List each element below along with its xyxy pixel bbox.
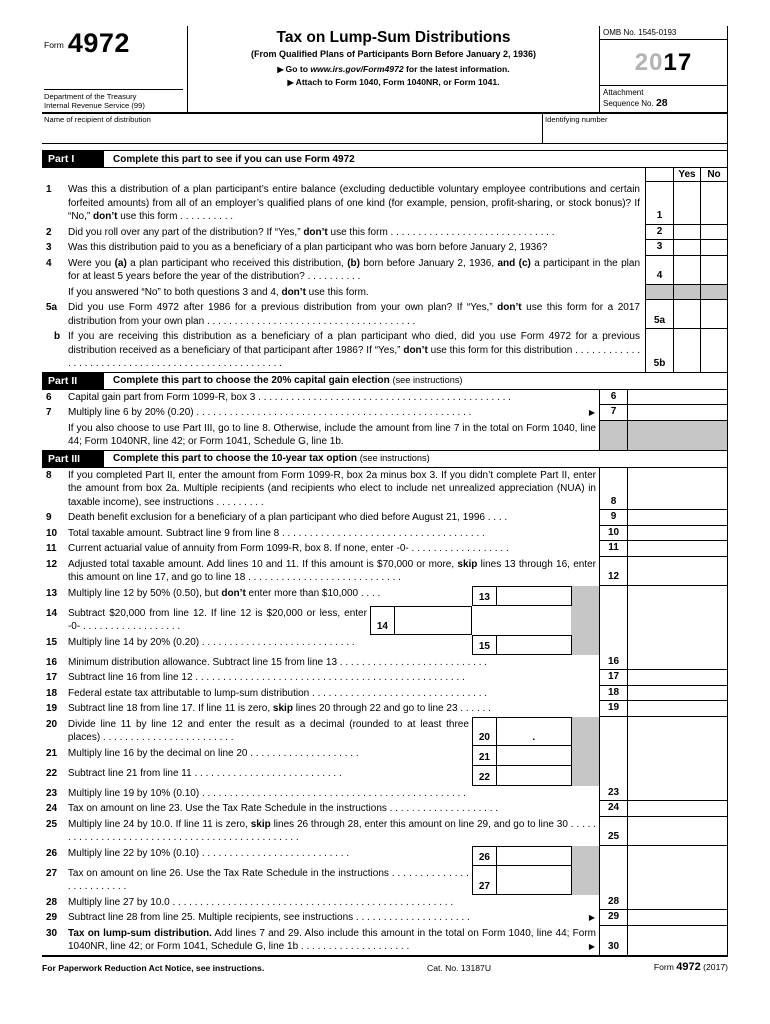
inner-amount-cell[interactable] [496, 586, 572, 606]
form-title-block [188, 26, 599, 112]
form-line-row [42, 390, 727, 406]
form-4972-body [42, 26, 728, 957]
line-text: Tax on amount on line 26. Use the Tax Rate Schedule in the instructions . . . . . . . . . . . . . . . . . . . . . . . . . [67, 867, 469, 892]
form-line-row [42, 817, 727, 846]
catalog-number: Cat. No. 13187U [427, 962, 492, 973]
shaded-area [572, 746, 600, 766]
line-number: 3 [46, 242, 52, 253]
no-cell[interactable] [700, 182, 727, 225]
line-text: Multiply line 27 by 10.0 . . . . . . . . . . . . . . . . . . . . . . . . . . . . . . . . . . . . . . . . . . . . . . . . . . . [68, 896, 454, 908]
form-line-row [42, 526, 727, 542]
form-number: 4972 [67, 28, 130, 58]
amount-cell[interactable] [627, 786, 727, 802]
line-text: Minimum distribution allowance. Subtract line 15 from line 13 . . . . . . . . . . . . . . . . . . . . . . . . . . . [68, 656, 488, 668]
form-number-block [42, 26, 188, 112]
line-number: 15 [46, 636, 58, 648]
line-number: 21 [46, 747, 58, 759]
line-number [42, 421, 68, 450]
question-text: If you answered “No” to both questions 3 and 4, don’t use this form. [68, 286, 369, 298]
form-line-row [42, 606, 727, 635]
footer-form-id [654, 961, 728, 973]
line-ref-header [645, 168, 673, 182]
question-text: Was this distribution paid to you as a beneficiary of a plan participant who was born before January 2, 1936? [68, 242, 548, 253]
line-text: If you also choose to use Part III, go to line 8. Otherwise, include the amount from line 7 in the total on Form 1040, line 44; Form 1040NR, line 42; or Form 1041, Schedule G, line 1b. [68, 422, 596, 447]
form-line-row [42, 541, 727, 557]
part2-title [104, 373, 462, 389]
part1-question-row [42, 240, 727, 256]
amount-cell[interactable] [627, 817, 727, 846]
part3-title-text: Complete this part to choose the 10-year tax option [113, 453, 357, 464]
amount-cell[interactable] [627, 926, 727, 955]
line-number: 10 [46, 527, 58, 539]
amount-cell [627, 586, 727, 606]
part1-question-row [42, 256, 727, 285]
no-column-header: No [700, 168, 727, 182]
goto-instruction-line [194, 64, 593, 74]
shaded-area [572, 866, 600, 895]
line-number: 12 [46, 558, 58, 570]
main-line-ref: 8 [599, 468, 627, 511]
form-title: Tax on Lump-Sum Distributions [276, 29, 511, 46]
line-text: Subtract line 28 from line 25. Multiple recipients, see instructions . . . . . . . . . . . . . . . . . . . . . ▶ [68, 912, 595, 923]
amount-cell[interactable] [627, 895, 727, 911]
line-ref [645, 285, 673, 301]
line-text: Multiply line 24 by 10.0. If line 11 is zero, skip lines 26 through 28, enter this amount on line 29, and go to line 30 . . . . . . . . . . . . . . . . . . . . . . . . . . . . . . . . . . . . . . . . . . . . . . . [68, 818, 596, 843]
line-number: 24 [46, 803, 58, 814]
amount-cell[interactable] [627, 670, 727, 686]
identity-row [42, 114, 727, 144]
amount-cell[interactable] [627, 405, 727, 421]
amount-cell[interactable] [627, 468, 727, 511]
part1-question-row [42, 329, 727, 372]
line-number: 14 [46, 607, 58, 619]
line-text: If you completed Part II, enter the amount from Form 1099-R, box 2a minus box 3. If you didn’t complete Part II, enter the amount from box 2a. Multiple recipients (and recipients who elect to include net unrealized appreciation (NUA) in taxable income), see instructions . . . . . . . . . [68, 469, 596, 508]
amount-cell[interactable] [627, 541, 727, 557]
footer-form-year: (2017) [700, 961, 728, 972]
shaded-area [572, 766, 600, 786]
line-number: 16 [46, 656, 58, 668]
yes-column-header: Yes [673, 168, 700, 182]
line-ref: 5a [645, 300, 673, 329]
form-line-row [42, 786, 727, 802]
line-number: 6 [46, 391, 52, 403]
line-number: 4 [46, 257, 52, 269]
inner-amount-cell[interactable]: . [496, 717, 572, 746]
main-line-ref [599, 717, 627, 746]
line-number: 9 [46, 512, 52, 523]
form-line-row [42, 766, 727, 786]
no-cell[interactable] [700, 329, 727, 372]
arrow-icon: ▶ [588, 913, 595, 922]
main-line-ref: 25 [599, 817, 627, 846]
form-line-row [42, 655, 727, 671]
identifying-number-field[interactable] [542, 114, 727, 143]
main-line-ref: 6 [599, 390, 627, 406]
arrow-icon: ▶ [588, 408, 595, 417]
main-line-ref [599, 635, 627, 655]
line-text: Death benefit exclusion for a beneficiary of a plan participant who died before August 21, 1996 . . . . [68, 512, 508, 523]
main-line-ref: 9 [599, 510, 627, 526]
inner-line-ref: 14 [370, 606, 394, 635]
amount-cell[interactable] [627, 701, 727, 717]
no-cell[interactable] [700, 240, 727, 256]
omb-number: OMB No. 1545-0193 [600, 26, 727, 40]
line-text: Multiply line 22 by 10% (0.10) . . . . . . . . . . . . . . . . . . . . . . . . . . . [67, 847, 350, 859]
line-ref: 4 [645, 256, 673, 285]
footer-form-number: 4972 [676, 960, 701, 973]
amount-cell [627, 766, 727, 786]
part1-title-text: Complete this part to see if you can use Form 4972 [113, 153, 355, 165]
form-line-row [42, 746, 727, 766]
amount-cell [627, 421, 727, 450]
main-line-ref [599, 746, 627, 766]
shaded-area [571, 606, 599, 635]
line-text: Total taxable amount. Subtract line 9 from line 8 . . . . . . . . . . . . . . . . . . . . . . . . . . . . . . . . . . . . . [68, 527, 485, 539]
amount-cell[interactable] [627, 910, 727, 926]
shaded-area [572, 846, 600, 866]
amount-cell[interactable] [627, 655, 727, 671]
part2-label: Part II [42, 373, 104, 389]
line-text: Adjusted total taxable amount. Add lines 10 and 11. If this amount is $70,000 or more, skip lines 13 through 16, enter this amount on line 17, and go to line 18 . . . . . . . . . . . . . . . . . . . . . . . . . . . . [68, 558, 596, 583]
tax-year [600, 40, 727, 86]
form-line-row [42, 801, 727, 817]
recipient-name-field[interactable] [42, 114, 542, 143]
line-number: 30 [46, 927, 58, 939]
line-number: 19 [46, 703, 58, 714]
omb-block [599, 26, 727, 112]
line-text: Subtract line 21 from line 11 . . . . . . . . . . . . . . . . . . . . . . . . . . . [67, 767, 342, 779]
part2-header-bar [42, 372, 727, 390]
line-number [42, 168, 68, 182]
line-number: 17 [46, 672, 58, 683]
part3-label: Part III [42, 451, 104, 467]
inner-line-ref: 20 [472, 717, 496, 746]
line-number: 2 [46, 226, 52, 238]
identifying-number-label: Identifying number [545, 115, 608, 124]
amount-cell[interactable] [627, 526, 727, 542]
line-number: b [54, 331, 61, 342]
main-line-ref [599, 766, 627, 786]
line-number: 28 [46, 896, 58, 908]
line-number: 29 [46, 912, 58, 923]
line-text: Federal estate tax attributable to lump-sum distribution . . . . . . . . . . . . . . . . . . . . . . . . . . . . . . . . [68, 687, 488, 699]
inner-line-ref: 15 [472, 635, 496, 655]
amount-cell [627, 866, 727, 895]
line-number: 7 [46, 407, 52, 418]
year-suffix: 17 [663, 48, 693, 76]
spacer [68, 168, 645, 182]
shaded-area [572, 717, 600, 746]
attach-instruction-line [194, 77, 593, 87]
shaded-area [572, 586, 600, 606]
main-line-ref: 11 [599, 541, 627, 557]
question-text: Did you roll over any part of the distribution? If “Yes,” don’t use this form . . . . . . . . . . . . . . . . . . . . . . . . . . . . . . [68, 226, 555, 238]
main-line-ref: 24 [599, 801, 627, 817]
inner-amount-cell[interactable] [496, 846, 572, 866]
sequence-label: Sequence No. [603, 99, 656, 108]
agency-line-1: Department of the Treasury [44, 92, 137, 101]
no-cell [700, 285, 727, 301]
part2-title-text: Complete this part to choose the 20% capital gain election [113, 375, 390, 386]
line-text: Multiply line 19 by 10% (0.10) . . . . . . . . . . . . . . . . . . . . . . . . . . . . . . . . . . . . . . . . . . . . . . . . [68, 787, 466, 799]
main-line-ref: 28 [599, 895, 627, 911]
main-line-ref: 7 [599, 405, 627, 421]
form-line-row [42, 701, 727, 717]
no-cell[interactable] [700, 256, 727, 285]
amount-cell [627, 746, 727, 766]
main-line-ref [599, 586, 627, 606]
line-number: 13 [46, 587, 58, 599]
part2-title-note: (see instructions) [392, 375, 463, 385]
form-line-row [42, 670, 727, 686]
arrow-icon: ▶ [588, 942, 595, 951]
paperwork-notice: For Paperwork Reduction Act Notice, see instructions. [42, 962, 265, 973]
inner-amount-cell[interactable] [496, 635, 572, 655]
sequence-line [603, 98, 724, 109]
main-line-ref: 16 [599, 655, 627, 671]
amount-cell [627, 846, 727, 866]
agency-line-2: Internal Revenue Service (99) [44, 101, 145, 110]
shaded-area [572, 635, 600, 655]
main-line-ref: 18 [599, 686, 627, 702]
main-line-ref [599, 866, 627, 895]
main-line-ref: 19 [599, 701, 627, 717]
goto-post-text: for the latest information. [403, 64, 510, 74]
line-text: Capital gain part from Form 1099-R, box 3 . . . . . . . . . . . . . . . . . . . . . . . . . . . . . . . . . . . . . . . . . . . . . . [68, 391, 511, 403]
part1-title [104, 151, 355, 167]
line-number: 22 [46, 767, 58, 779]
line-number: 18 [46, 687, 58, 699]
form-line-row [42, 910, 727, 926]
line-number: 20 [46, 718, 58, 730]
line-text: Multiply line 6 by 20% (0.20) . . . . . . . . . . . . . . . . . . . . . . . . . . . . . . . . . . . . . . . . . . . . . . . . . . ▶ [68, 407, 595, 418]
footer-form-word: Form [653, 961, 677, 972]
question-text: Was this a distribution of a plan participant’s entire balance (excluding deductible voluntary employee contributions and certain forfeited amounts) from all of an employer’s qualified plans of one kind (for example, pension, profit-sharing, or stock bonus)? If “No,” don’t use this form . . . . . . . . . . [68, 184, 640, 222]
main-line-ref: 30 [599, 926, 627, 955]
yes-no-header-row [42, 168, 727, 182]
line-number: 25 [46, 818, 58, 830]
arrow-icon: ▶ [277, 65, 284, 74]
part1-question-row [42, 300, 727, 329]
amount-cell[interactable] [627, 510, 727, 526]
form-line-row [42, 557, 727, 586]
yes-cell [673, 285, 700, 301]
form-header [42, 26, 727, 114]
form-line-row [42, 926, 727, 955]
sequence-number: 28 [655, 97, 668, 109]
spacer [472, 606, 572, 635]
question-text: Were you (a) a plan participant who received this distribution, (b) born before January 2, 1936, and (c) a participant in the plan for at least 5 years before the year of the distribution? . . . . . . . . . . [68, 257, 641, 282]
part1-question-row [42, 285, 727, 301]
form-word-label: Form [44, 40, 64, 50]
form-line-row [42, 586, 727, 606]
line-text: Subtract line 18 from line 17. If line 11 is zero, skip lines 20 through 22 and go to line 23 . . . . . . [68, 703, 491, 714]
year-prefix: 20 [634, 48, 664, 76]
line-number: 11 [46, 543, 57, 554]
form-line-row [42, 846, 727, 866]
question-text: If you are receiving this distribution as a beneficiary of a plan participant who died, did you use Form 4972 for a previous distribution received as a beneficiary of that participant after 1986? If “Yes,” don’t use this form for this distribution . . . . . . . . . . . . . . . . . . . . . . . . . . . . . . . . . . . . . . . . . . . . . . . . . . . [68, 331, 641, 369]
form-footer [42, 957, 728, 973]
line-text: Multiply line 16 by the decimal on line 20 . . . . . . . . . . . . . . . . . . . . [67, 747, 359, 759]
attachment-sequence-block [600, 86, 727, 112]
part1-question-row [42, 225, 727, 241]
recipient-name-label: Name of recipient of distribution [44, 115, 151, 124]
form-line-row [42, 866, 727, 895]
line-ref: 5b [645, 329, 673, 372]
part3-title-note: (see instructions) [359, 453, 430, 463]
line-number: 5a [46, 302, 58, 313]
part1-question-row [42, 182, 727, 225]
inner-amount-cell[interactable] [496, 746, 572, 766]
inner-line-ref: 21 [472, 746, 496, 766]
line-ref: 2 [645, 225, 673, 241]
line-number: 23 [46, 787, 58, 799]
inner-line-ref: 26 [472, 846, 496, 866]
main-line-ref [599, 606, 627, 635]
amount-cell[interactable] [627, 686, 727, 702]
form-line-row [42, 635, 727, 655]
question-text: Did you use Form 4972 after 1986 for a previous distribution from your own plan? If “Yes,” don’t use this form for a 2017 distribution from your own plan . . . . . . . . . . . . . . . . . . . . . . . . . . . . . . . . . . . . . . [68, 302, 640, 327]
line-text: Subtract $20,000 from line 12. If line 12 is $20,000 or less, enter -0- . . . . . . . . . . . . . . . . . . [67, 607, 367, 632]
line-text: Tax on lump-sum distribution. Add lines 7 and 29. Also include this amount in the total on Form 1040, line 44; Form 1040NR, line 42; or Form 1041, Schedule G, line 1b . . . . . . . . . . . . . . . . . . . . ▶ [68, 927, 596, 952]
main-line-ref [599, 846, 627, 866]
part3-rows [42, 468, 727, 955]
form-line-row [42, 510, 727, 526]
main-line-ref: 12 [599, 557, 627, 586]
line-number: 1 [46, 184, 52, 195]
attach-text: Attach to Form 1040, Form 1040NR, or Form 1041. [295, 77, 500, 87]
line-text: Subtract line 16 from line 12 . . . . . . . . . . . . . . . . . . . . . . . . . . . . . . . . . . . . . . . . . . . . . . . . . [68, 672, 465, 683]
line-text: Multiply line 12 by 50% (0.50), but don’t enter more than $10,000 . . . . [67, 587, 381, 599]
no-cell[interactable] [700, 300, 727, 329]
part3-header-bar [42, 450, 727, 468]
main-line-ref: 23 [599, 786, 627, 802]
part1-rows [42, 168, 727, 372]
yes-cell[interactable] [673, 329, 700, 372]
amount-cell[interactable] [627, 801, 727, 817]
line-number: 26 [46, 847, 58, 859]
main-line-ref: 10 [599, 526, 627, 542]
amount-cell [627, 606, 727, 635]
amount-cell[interactable] [627, 557, 727, 586]
line-number: 27 [46, 867, 58, 879]
line-number: 8 [46, 469, 52, 481]
part1-label: Part I [42, 151, 104, 167]
form-line-row [42, 717, 727, 746]
main-line-ref: 29 [599, 910, 627, 926]
form-number-line [44, 28, 183, 59]
form-line-row [42, 421, 727, 450]
amount-cell[interactable] [627, 390, 727, 406]
line-text: Current actuarial value of annuity from Form 1099-R, box 8. If none, enter -0- . . . . . . . . . . . . . . . . . . [68, 543, 509, 554]
main-line-ref [599, 421, 627, 450]
inner-line-ref: 13 [472, 586, 496, 606]
part3-title [104, 451, 430, 467]
line-number [42, 285, 68, 301]
part1-header-bar [42, 150, 727, 168]
line-ref: 1 [645, 182, 673, 225]
inner-amount-cell[interactable] [394, 606, 472, 635]
line-ref: 3 [645, 240, 673, 256]
goto-pre-text: Go to [285, 64, 311, 74]
yes-cell[interactable] [673, 240, 700, 256]
inner-amount-cell[interactable] [496, 866, 572, 895]
main-line-ref: 17 [599, 670, 627, 686]
no-cell[interactable] [700, 225, 727, 241]
line-text: Tax on amount on line 23. Use the Tax Rate Schedule in the instructions . . . . . . . . . . . . . . . . . . . . [68, 803, 499, 814]
yes-cell[interactable] [673, 225, 700, 241]
form-line-row [42, 405, 727, 421]
inner-amount-cell[interactable] [496, 766, 572, 786]
amount-cell [627, 717, 727, 746]
form-line-row [42, 686, 727, 702]
part2-rows [42, 390, 727, 450]
yes-cell[interactable] [673, 182, 700, 225]
line-text: Multiply line 14 by 20% (0.20) . . . . . . . . . . . . . . . . . . . . . . . . . . . . [67, 636, 355, 648]
form-line-row [42, 895, 727, 911]
inner-line-ref: 27 [472, 866, 496, 895]
arrow-icon: ▶ [287, 78, 294, 87]
agency-block [44, 89, 183, 110]
form-subtitle: (From Qualified Plans of Participants Born Before January 2, 1936) [250, 49, 537, 59]
form-line-row [42, 468, 727, 511]
attachment-label: Attachment [603, 88, 644, 97]
yes-cell[interactable] [673, 300, 700, 329]
inner-line-ref: 22 [472, 766, 496, 786]
line-text: Divide line 11 by line 12 and enter the result as a decimal (rounded to at least three places) . . . . . . . . . . . . . . . . . . . . . . . . [67, 718, 469, 743]
irs-url-link[interactable]: www.irs.gov/Form4972 [310, 64, 404, 74]
amount-cell [627, 635, 727, 655]
yes-cell[interactable] [673, 256, 700, 285]
